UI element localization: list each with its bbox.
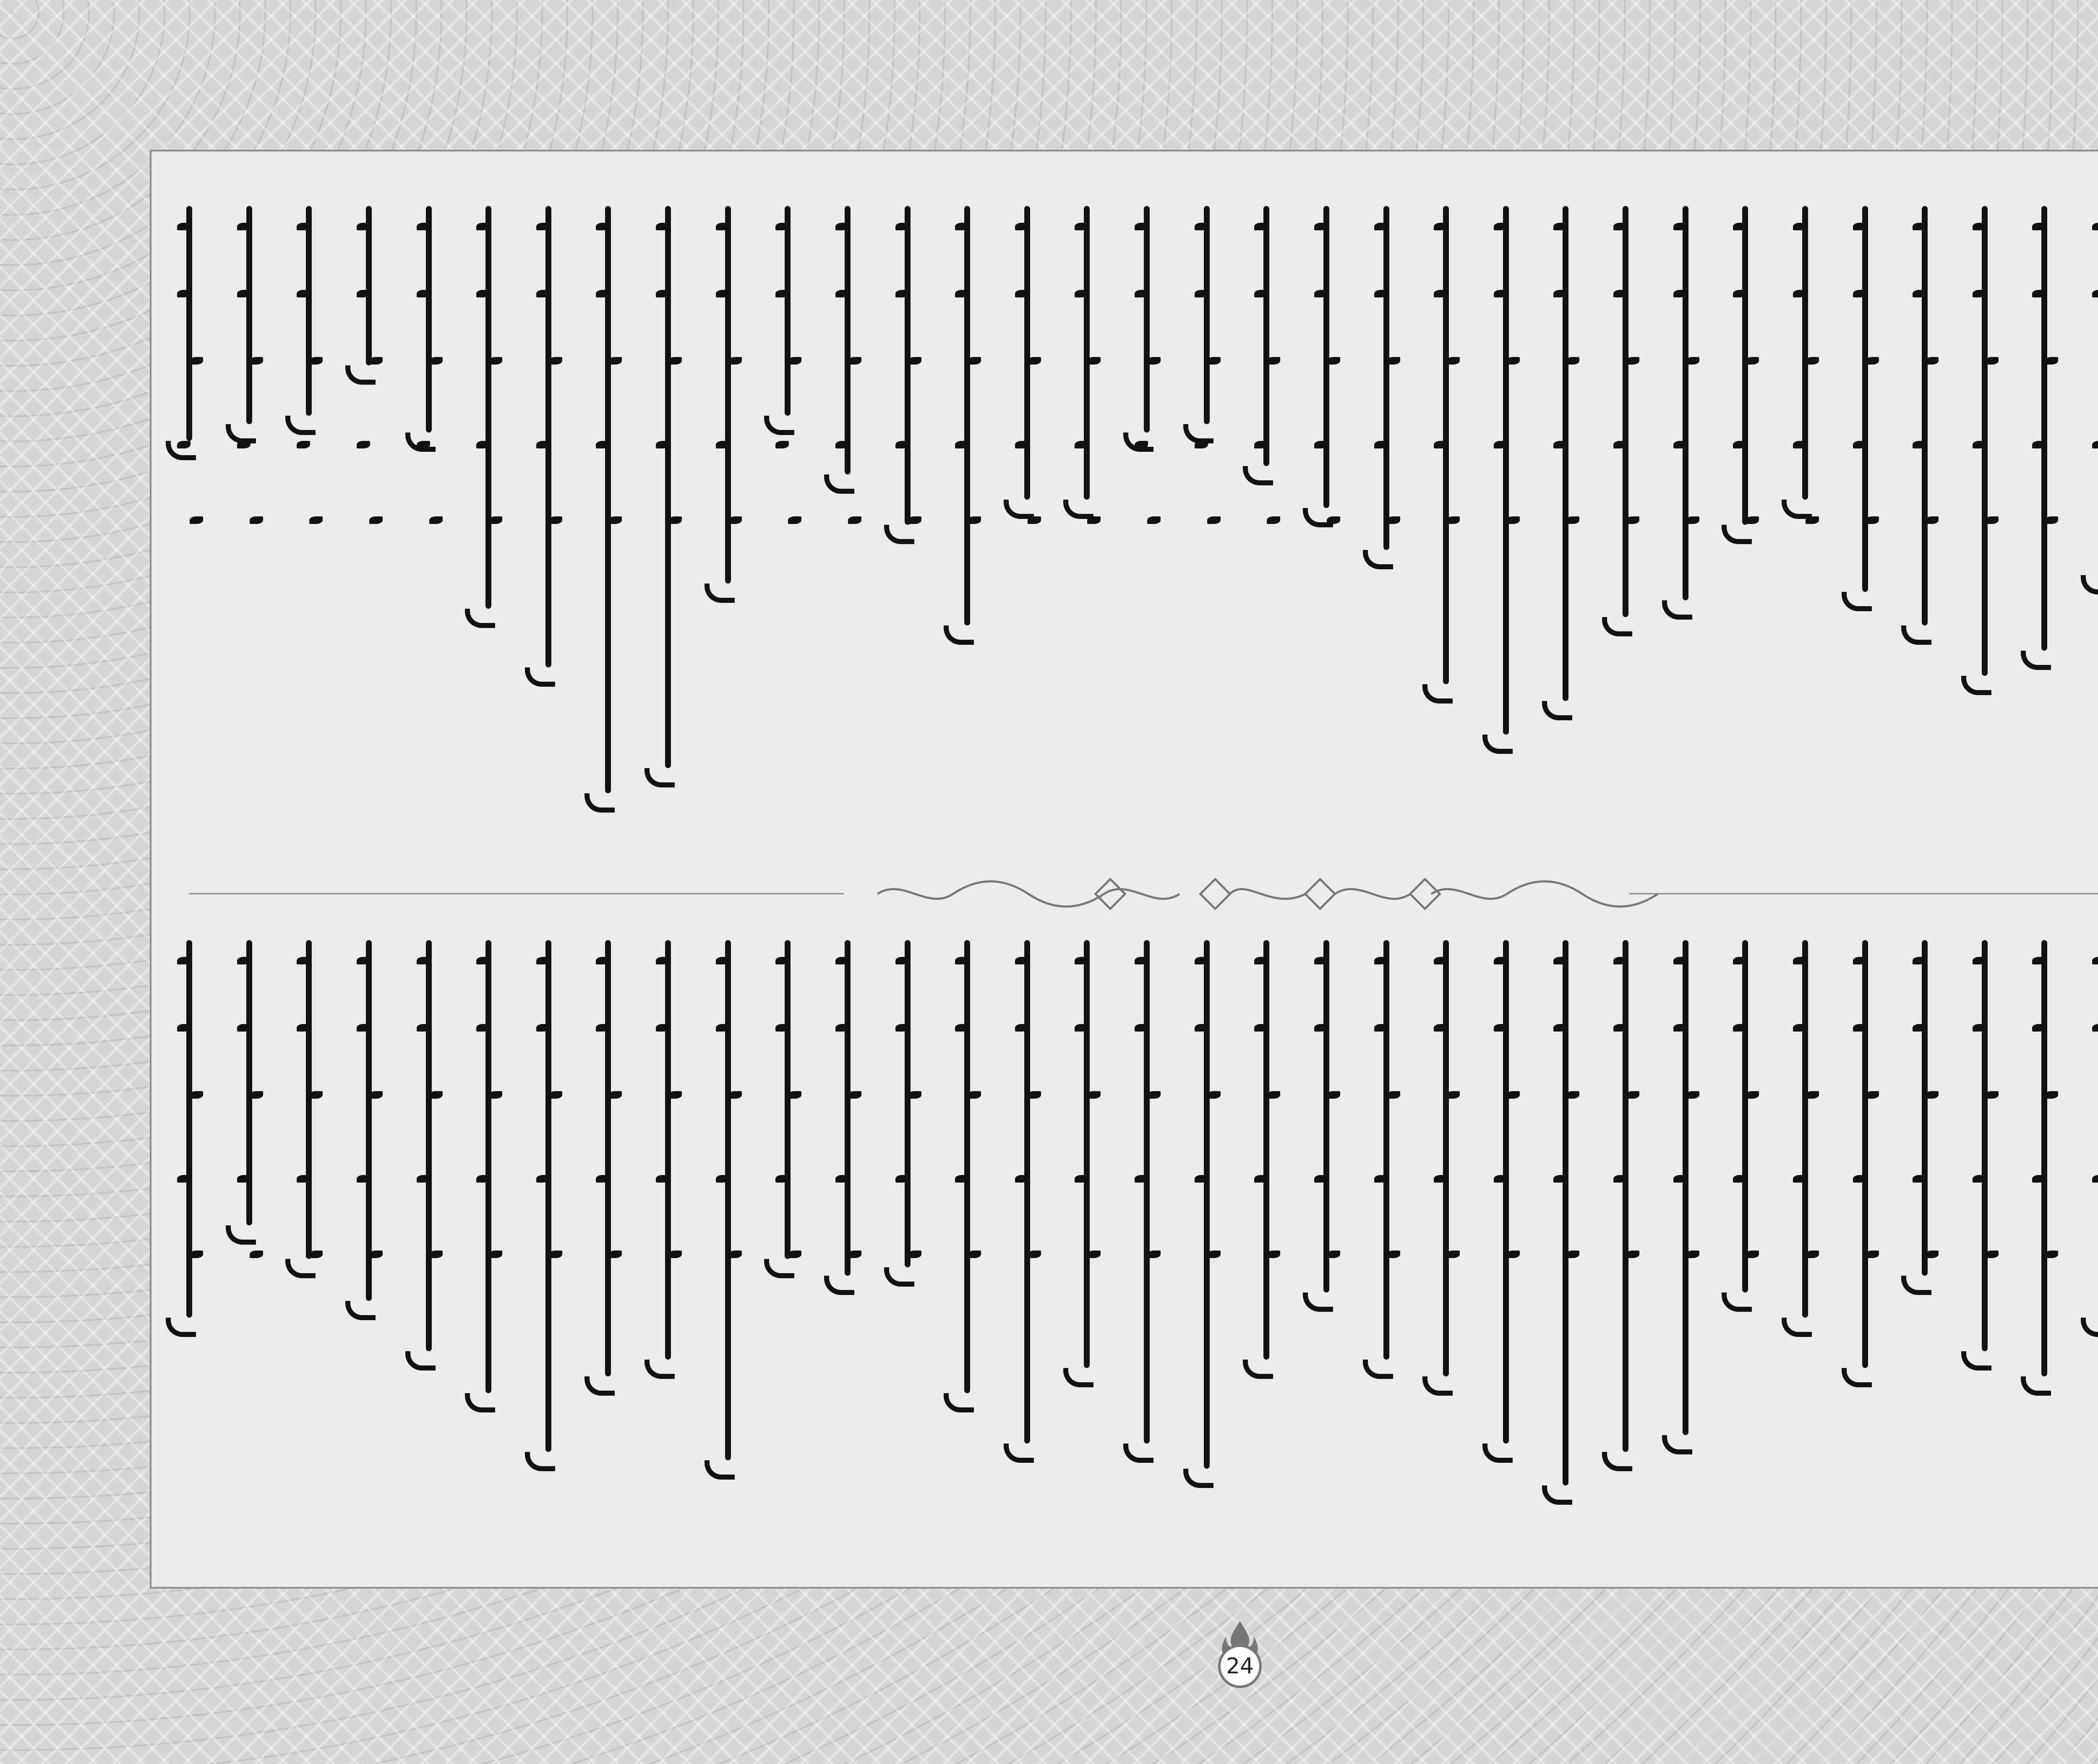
text-column [2083,940,2098,1337]
script-tail [1901,625,1931,645]
script-stroke [1443,940,1449,1376]
text-column [1784,940,1826,1337]
text-column [1305,940,1347,1312]
script-tail [405,1351,436,1371]
script-stroke [1742,940,1748,1292]
script-stroke [905,206,911,525]
text-column [1665,206,1707,620]
text-column [1904,206,1946,645]
text-column [1485,940,1527,1463]
script-tail [2081,1318,2098,1337]
text-column [288,206,330,435]
script-stroke [1623,940,1628,1452]
script-tail [226,1225,256,1245]
script-stroke [1084,206,1090,500]
script-tail [944,625,974,645]
text-column [1665,940,1707,1454]
script-stroke [665,206,671,768]
script-stroke [1263,206,1269,466]
script-tail [1004,500,1034,519]
script-tail [166,441,196,460]
text-column [467,206,509,628]
script-tail [525,1452,555,1471]
script-tail [1422,1376,1453,1396]
script-tail [824,1276,854,1295]
text-column [1006,940,1048,1463]
script-tail [1901,1276,1931,1295]
text-column [1186,940,1228,1488]
script-stroke [785,940,791,1259]
script-stroke [1263,940,1269,1360]
text-column [827,206,869,494]
script-stroke [1862,940,1868,1368]
script-stroke [1683,940,1688,1435]
script-tail [1782,500,1812,519]
script-tail [1662,600,1692,620]
text-column [1964,940,2006,1371]
script-stroke [1503,940,1509,1444]
text-column [1784,206,1826,519]
script-tail [705,1460,735,1480]
script-stroke [2041,206,2047,651]
text-column [408,940,450,1371]
script-stroke [1144,940,1150,1444]
script-stroke [1563,206,1568,701]
script-stroke [1862,206,1868,592]
script-stroke [1024,940,1030,1444]
script-stroke [1204,206,1210,424]
text-column [767,940,809,1278]
text-column [1425,940,1467,1396]
script-stroke [725,206,731,584]
script-tail [1542,1485,1572,1505]
script-tail [1842,592,1872,611]
script-stroke [1802,206,1808,500]
script-stroke [1383,940,1389,1360]
text-column [587,940,629,1396]
top-text-block [168,206,2098,919]
script-stroke [186,940,192,1318]
text-column [647,206,689,787]
text-column [1245,206,1287,485]
text-column [1066,940,1108,1387]
script-stroke [1144,206,1150,433]
script-tail [166,1318,196,1337]
script-stroke [905,940,911,1267]
script-stroke [186,206,192,441]
text-column [1964,206,2006,695]
script-stroke [1922,940,1928,1276]
text-column [168,206,210,460]
text-column [288,940,330,1278]
text-column [527,940,569,1471]
text-column [228,206,270,443]
script-stroke [545,940,551,1452]
text-column [1365,940,1407,1379]
divider-line-right [1629,893,2098,894]
text-column [1844,940,1886,1387]
text-column [1186,206,1228,443]
text-column [767,206,809,435]
text-column [1545,206,1587,720]
script-stroke [1563,940,1568,1485]
text-column [168,940,210,1337]
script-stroke [485,940,491,1393]
script-stroke [1084,940,1090,1368]
script-stroke [1323,940,1329,1292]
script-tail [884,1267,914,1287]
text-column [946,940,988,1412]
script-tail [585,1376,615,1396]
script-stroke [605,940,611,1376]
script-stroke [725,940,731,1460]
script-tail [1482,735,1513,754]
text-column [2023,940,2065,1396]
text-column [228,940,270,1245]
script-tail [2081,575,2098,594]
script-tail [405,433,436,452]
script-stroke [2041,940,2047,1376]
bottom-text-block [168,940,2098,1653]
script-tail [884,525,914,544]
script-stroke [426,206,432,433]
script-stroke [1503,206,1509,735]
text-column [527,206,569,687]
script-stroke [1383,206,1389,550]
text-column [1844,206,1886,611]
script-stroke [1683,206,1688,600]
script-stroke [246,206,252,424]
text-column [1126,206,1168,452]
script-stroke [306,940,312,1259]
script-stroke [485,206,491,609]
script-tail [585,793,615,813]
script-stroke [1742,206,1748,525]
text-column [1605,206,1647,636]
text-column [827,940,869,1295]
text-column [1724,940,1766,1312]
script-stroke [545,206,551,667]
script-stroke [1323,206,1329,508]
script-tail [1243,1360,1273,1379]
script-stroke [605,206,611,793]
text-column [707,940,749,1480]
script-tail [525,667,555,687]
text-column [2083,206,2098,594]
script-stroke [785,206,791,416]
script-stroke [1204,940,1210,1469]
script-tail [705,584,735,603]
script-tail [1303,1292,1333,1312]
script-tail [1123,1444,1153,1463]
script-stroke [845,940,851,1276]
text-column [1904,940,1946,1295]
script-tail [1722,1292,1752,1312]
script-tail [345,365,376,385]
text-column [1006,206,1048,519]
script-stroke [246,940,252,1225]
script-stroke [1024,206,1030,500]
text-column [1305,206,1347,527]
script-tail [1782,1318,1812,1337]
script-tail [1482,1444,1513,1463]
script-tail [465,1393,495,1412]
script-tail [764,416,794,435]
script-tail [1243,466,1273,485]
script-tail [1422,684,1453,704]
text-column [1605,940,1647,1471]
script-tail [226,424,256,443]
script-tail [1004,1444,1034,1463]
text-column [887,206,929,544]
text-column [408,206,450,452]
script-tail [2021,1376,2051,1396]
script-stroke [665,940,671,1360]
text-column [2023,206,2065,670]
script-stroke [1443,206,1449,684]
text-column [1245,940,1287,1379]
script-tail [345,1301,376,1320]
text-column [467,940,509,1412]
text-panel [150,150,2098,1589]
script-tail [1961,1351,1991,1371]
text-column [887,940,929,1287]
script-tail [824,474,854,494]
text-column [707,206,749,603]
script-stroke [1982,940,1988,1351]
script-tail [1303,508,1333,527]
script-tail [944,1393,974,1412]
page-number: 24 [1218,1644,1262,1688]
script-tail [285,1259,316,1278]
ornamental-divider [189,877,2098,911]
script-stroke [964,206,970,625]
script-tail [2021,651,2051,670]
text-column [1425,206,1467,704]
script-tail [1961,676,1991,695]
text-column [946,206,988,645]
script-tail [645,768,675,787]
script-tail [1123,433,1153,452]
script-tail [1363,1360,1393,1379]
script-tail [285,416,316,435]
script-stroke [845,206,851,474]
script-stroke [1922,206,1928,625]
script-tail [1602,1452,1632,1471]
text-column [1545,940,1587,1505]
text-column [1126,940,1168,1463]
script-tail [1063,1368,1093,1387]
script-tail [764,1259,794,1278]
script-tail [1722,525,1752,544]
script-tail [465,609,495,628]
text-column [1485,206,1527,754]
text-column [348,206,390,385]
text-column [1365,206,1407,569]
script-tail [1183,424,1213,443]
script-tail [645,1360,675,1379]
divider-line-left [189,893,844,894]
script-stroke [306,206,312,416]
script-stroke [1982,206,1988,676]
script-tail [1183,1469,1213,1488]
script-stroke [964,940,970,1393]
script-tail [1662,1435,1692,1454]
text-column [587,206,629,813]
script-tail [1363,550,1393,569]
text-column [647,940,689,1379]
text-column [1066,206,1108,519]
script-stroke [366,940,372,1301]
script-tail [1063,500,1093,519]
script-tail [1542,701,1572,720]
script-stroke [426,940,432,1351]
knot-ornament-icon [869,877,1666,911]
text-column [1724,206,1766,544]
script-tail [1602,617,1632,636]
script-stroke [366,206,372,365]
script-tail [1842,1368,1872,1387]
script-stroke [1802,940,1808,1318]
text-column [348,940,390,1320]
script-stroke [1623,206,1628,617]
